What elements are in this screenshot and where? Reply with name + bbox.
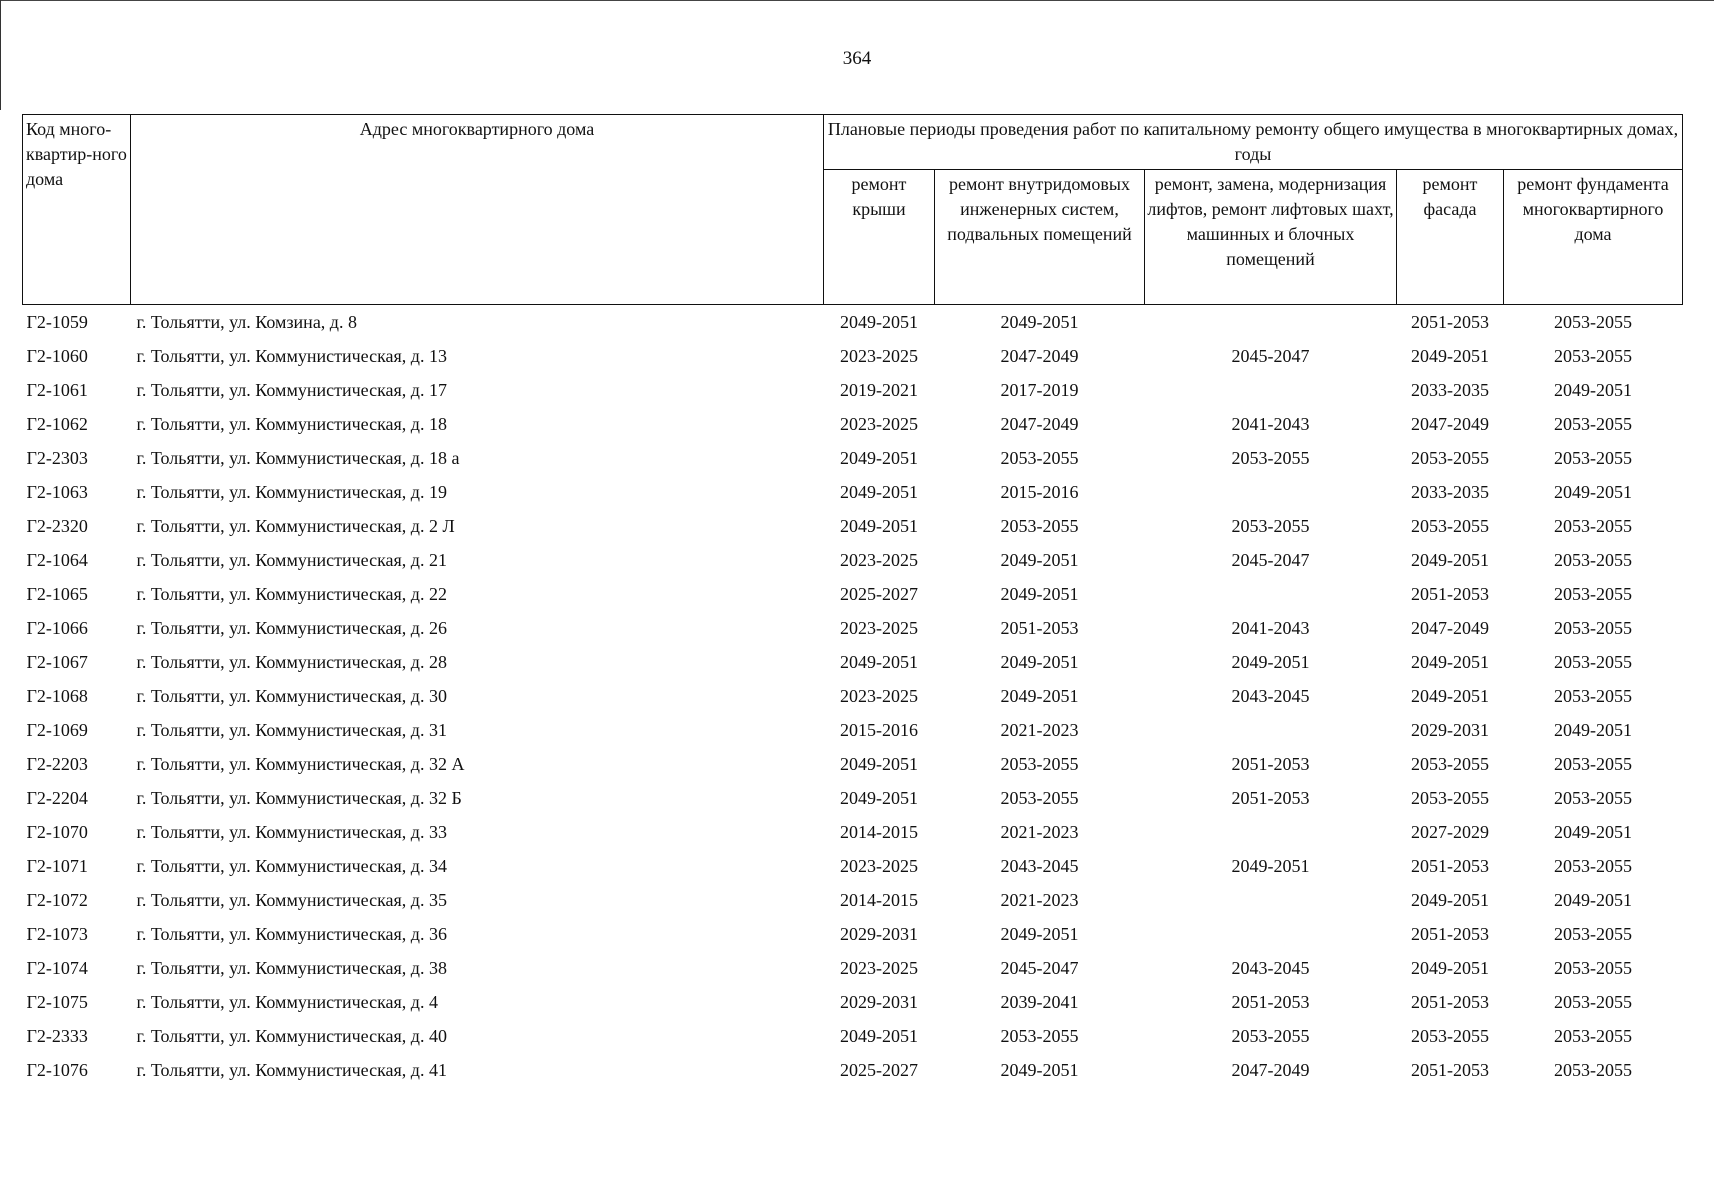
cell-facade: 2051-2053	[1411, 856, 1489, 876]
cell-address: г. Тольятти, ул. Коммунистическая, д. 2 Л	[136, 516, 455, 536]
cell-elevators: 2049-2051	[1231, 856, 1310, 876]
cell-facade: 2051-2053	[1411, 992, 1489, 1012]
cell-engineering: 2049-2051	[1000, 584, 1079, 604]
cell-address: г. Тольятти, ул. Коммунистическая, д. 38	[136, 958, 447, 978]
cell-foundation: 2049-2051	[1554, 822, 1632, 842]
cell-code: Г2-1062	[26, 414, 88, 434]
cell-address: г. Тольятти, ул. Комзина, д. 8	[136, 312, 357, 332]
cell-engineering: 2051-2053	[1000, 618, 1079, 638]
cell-facade: 2053-2055	[1411, 448, 1489, 468]
cell-roof: 2019-2021	[840, 380, 918, 400]
cell-facade: 2053-2055	[1411, 788, 1489, 808]
cell-elevators	[1145, 713, 1397, 747]
cell-facade: 2049-2051	[1411, 346, 1489, 366]
cell-engineering: 2021-2023	[1000, 822, 1079, 842]
cell-roof: 2023-2025	[840, 550, 918, 570]
table-row	[23, 781, 1683, 815]
cell-foundation: 2049-2051	[1554, 482, 1632, 502]
cell-foundation: 2049-2051	[1554, 720, 1632, 740]
cell-foundation: 2053-2055	[1554, 992, 1632, 1012]
cell-roof: 2025-2027	[840, 1060, 918, 1080]
page-number: 364	[842, 48, 872, 69]
cell-code: Г2-1068	[26, 686, 88, 706]
cell-foundation: 2053-2055	[1554, 584, 1632, 604]
table-row	[23, 713, 1683, 747]
header-periods-group: Плановые периоды проведения работ по капитальному ремонту общего имущества в многоквартирных домах, годы	[824, 115, 1683, 170]
cell-code: Г2-1075	[26, 992, 88, 1012]
cell-facade: 2051-2053	[1411, 584, 1489, 604]
cell-address: г. Тольятти, ул. Коммунистическая, д. 40	[136, 1026, 447, 1046]
cell-code: Г2-1067	[26, 652, 88, 672]
cell-roof: 2029-2031	[840, 924, 918, 944]
cell-foundation: 2053-2055	[1554, 550, 1632, 570]
cell-foundation: 2053-2055	[1554, 516, 1632, 536]
cell-address: г. Тольятти, ул. Коммунистическая, д. 32 А	[136, 754, 465, 774]
scan-top-edge	[0, 0, 1714, 1]
cell-engineering: 2049-2051	[1000, 1060, 1079, 1080]
cell-code: Г2-1060	[26, 346, 88, 366]
cell-engineering: 2053-2055	[1000, 788, 1079, 808]
cell-elevators	[1145, 305, 1397, 340]
header-engineering: ремонт внутридомовых инженерных систем, подвальных помещений	[935, 170, 1145, 305]
cell-address: г. Тольятти, ул. Коммунистическая, д. 36	[136, 924, 447, 944]
table-row	[23, 509, 1683, 543]
cell-elevators: 2047-2049	[1231, 1060, 1310, 1080]
cell-elevators: 2053-2055	[1231, 516, 1310, 536]
cell-code: Г2-1076	[26, 1060, 88, 1080]
cell-roof: 2023-2025	[840, 414, 918, 434]
cell-engineering: 2049-2051	[1000, 924, 1079, 944]
cell-address: г. Тольятти, ул. Коммунистическая, д. 35	[136, 890, 447, 910]
cell-roof: 2014-2015	[840, 890, 918, 910]
cell-engineering: 2017-2019	[1000, 380, 1079, 400]
cell-engineering: 2053-2055	[1000, 1026, 1079, 1046]
cell-elevators	[1145, 883, 1397, 917]
cell-engineering: 2049-2051	[1000, 312, 1079, 332]
cell-roof: 2049-2051	[840, 1026, 918, 1046]
cell-facade: 2053-2055	[1411, 516, 1489, 536]
table-row	[23, 441, 1683, 475]
cell-roof: 2049-2051	[840, 754, 918, 774]
cell-roof: 2023-2025	[840, 346, 918, 366]
cell-elevators: 2045-2047	[1231, 550, 1310, 570]
table-row	[23, 407, 1683, 441]
cell-foundation: 2053-2055	[1554, 958, 1632, 978]
cell-address: г. Тольятти, ул. Коммунистическая, д. 22	[136, 584, 447, 604]
cell-code: Г2-1063	[26, 482, 88, 502]
cell-foundation: 2053-2055	[1554, 686, 1632, 706]
table-body	[23, 305, 1683, 1088]
cell-address: г. Тольятти, ул. Коммунистическая, д. 13	[136, 346, 447, 366]
cell-address: г. Тольятти, ул. Коммунистическая, д. 26	[136, 618, 447, 638]
cell-code: Г2-2204	[26, 788, 88, 808]
cell-elevators	[1145, 577, 1397, 611]
cell-elevators	[1145, 475, 1397, 509]
cell-foundation: 2053-2055	[1554, 856, 1632, 876]
cell-foundation: 2053-2055	[1554, 414, 1632, 434]
cell-code: Г2-1066	[26, 618, 88, 638]
cell-roof: 2049-2051	[840, 652, 918, 672]
table-header	[23, 115, 1683, 305]
cell-elevators: 2051-2053	[1231, 992, 1310, 1012]
cell-address: г. Тольятти, ул. Коммунистическая, д. 4	[136, 992, 438, 1012]
cell-address: г. Тольятти, ул. Коммунистическая, д. 19	[136, 482, 447, 502]
cell-elevators: 2043-2045	[1231, 686, 1310, 706]
table-row	[23, 747, 1683, 781]
table-row	[23, 883, 1683, 917]
table-row	[23, 1019, 1683, 1053]
cell-foundation: 2053-2055	[1554, 346, 1632, 366]
table-row	[23, 849, 1683, 883]
cell-code: Г2-2203	[26, 754, 88, 774]
cell-code: Г2-1073	[26, 924, 88, 944]
cell-address: г. Тольятти, ул. Коммунистическая, д. 18 а	[136, 448, 460, 468]
cell-facade: 2051-2053	[1411, 924, 1489, 944]
cell-facade: 2049-2051	[1411, 890, 1489, 910]
cell-address: г. Тольятти, ул. Коммунистическая, д. 21	[136, 550, 447, 570]
cell-roof: 2014-2015	[840, 822, 918, 842]
cell-engineering: 2039-2041	[1000, 992, 1079, 1012]
cell-code: Г2-1065	[26, 584, 88, 604]
cell-address: г. Тольятти, ул. Коммунистическая, д. 31	[136, 720, 447, 740]
cell-facade: 2049-2051	[1411, 958, 1489, 978]
header-code: Код много-квартир-ного дома	[23, 115, 131, 305]
table-row	[23, 305, 1683, 340]
cell-code: Г2-2333	[26, 1026, 88, 1046]
cell-facade: 2047-2049	[1411, 414, 1489, 434]
cell-engineering: 2053-2055	[1000, 754, 1079, 774]
table-row	[23, 815, 1683, 849]
cell-code: Г2-1064	[26, 550, 88, 570]
cell-roof: 2023-2025	[840, 958, 918, 978]
cell-foundation: 2053-2055	[1554, 448, 1632, 468]
cell-engineering: 2047-2049	[1000, 346, 1079, 366]
cell-engineering: 2021-2023	[1000, 890, 1079, 910]
cell-code: Г2-2303	[26, 448, 88, 468]
cell-engineering: 2053-2055	[1000, 448, 1079, 468]
table-row	[23, 611, 1683, 645]
table-row	[23, 475, 1683, 509]
table-row	[23, 917, 1683, 951]
table-row	[23, 951, 1683, 985]
cell-facade: 2051-2053	[1411, 1060, 1489, 1080]
cell-roof: 2015-2016	[840, 720, 918, 740]
cell-facade: 2033-2035	[1411, 482, 1489, 502]
cell-facade: 2029-2031	[1411, 720, 1489, 740]
cell-code: Г2-1059	[26, 312, 88, 332]
cell-code: Г2-1070	[26, 822, 88, 842]
header-elevators: ремонт, замена, модернизация лифтов, ремонт лифтовых шахт, машинных и блочных помещений	[1145, 170, 1397, 305]
cell-foundation: 2049-2051	[1554, 890, 1632, 910]
cell-code: Г2-1072	[26, 890, 88, 910]
cell-elevators: 2051-2053	[1231, 754, 1310, 774]
cell-facade: 2033-2035	[1411, 380, 1489, 400]
cell-foundation: 2053-2055	[1554, 924, 1632, 944]
cell-foundation: 2049-2051	[1554, 380, 1632, 400]
cell-elevators: 2043-2045	[1231, 958, 1310, 978]
cell-engineering: 2053-2055	[1000, 516, 1079, 536]
cell-roof: 2023-2025	[840, 856, 918, 876]
cell-facade: 2053-2055	[1411, 754, 1489, 774]
cell-address: г. Тольятти, ул. Коммунистическая, д. 41	[136, 1060, 447, 1080]
header-foundation: ремонт фундамента многоквартирного дома	[1504, 170, 1683, 305]
cell-roof: 2023-2025	[840, 618, 918, 638]
cell-code: Г2-1074	[26, 958, 88, 978]
cell-foundation: 2053-2055	[1554, 652, 1632, 672]
cell-elevators	[1145, 917, 1397, 951]
header-roof: ремонт крыши	[824, 170, 935, 305]
table-row	[23, 577, 1683, 611]
cell-foundation: 2053-2055	[1554, 618, 1632, 638]
cell-foundation: 2053-2055	[1554, 788, 1632, 808]
cell-roof: 2049-2051	[840, 788, 918, 808]
cell-address: г. Тольятти, ул. Коммунистическая, д. 17	[136, 380, 447, 400]
cell-elevators: 2045-2047	[1231, 346, 1310, 366]
cell-roof: 2029-2031	[840, 992, 918, 1012]
cell-facade: 2049-2051	[1411, 652, 1489, 672]
header-facade: ремонт фасада	[1397, 170, 1504, 305]
cell-foundation: 2053-2055	[1554, 1026, 1632, 1046]
cell-facade: 2027-2029	[1411, 822, 1489, 842]
capital-repair-table	[22, 114, 1683, 1087]
cell-engineering: 2049-2051	[1000, 550, 1079, 570]
cell-elevators	[1145, 373, 1397, 407]
cell-foundation: 2053-2055	[1554, 312, 1632, 332]
table-row	[23, 543, 1683, 577]
cell-address: г. Тольятти, ул. Коммунистическая, д. 28	[136, 652, 447, 672]
cell-engineering: 2049-2051	[1000, 686, 1079, 706]
cell-address: г. Тольятти, ул. Коммунистическая, д. 33	[136, 822, 447, 842]
cell-engineering: 2043-2045	[1000, 856, 1079, 876]
cell-address: г. Тольятти, ул. Коммунистическая, д. 18	[136, 414, 447, 434]
table-row	[23, 679, 1683, 713]
cell-engineering: 2015-2016	[1000, 482, 1079, 502]
cell-roof: 2049-2051	[840, 448, 918, 468]
cell-facade: 2053-2055	[1411, 1026, 1489, 1046]
cell-facade: 2051-2053	[1411, 312, 1489, 332]
table-row	[23, 645, 1683, 679]
cell-roof: 2049-2051	[840, 312, 918, 332]
cell-address: г. Тольятти, ул. Коммунистическая, д. 30	[136, 686, 447, 706]
table-row	[23, 373, 1683, 407]
cell-roof: 2025-2027	[840, 584, 918, 604]
cell-elevators: 2041-2043	[1231, 618, 1310, 638]
cell-elevators: 2051-2053	[1231, 788, 1310, 808]
cell-code: Г2-1069	[26, 720, 88, 740]
cell-roof: 2049-2051	[840, 516, 918, 536]
cell-foundation: 2053-2055	[1554, 754, 1632, 774]
table-row	[23, 985, 1683, 1019]
cell-elevators: 2053-2055	[1231, 448, 1310, 468]
cell-facade: 2049-2051	[1411, 686, 1489, 706]
cell-engineering: 2047-2049	[1000, 414, 1079, 434]
table-row	[23, 339, 1683, 373]
table-row	[23, 1053, 1683, 1087]
header-address: Адрес многоквартирного дома	[131, 115, 824, 305]
cell-facade: 2049-2051	[1411, 550, 1489, 570]
cell-address: г. Тольятти, ул. Коммунистическая, д. 34	[136, 856, 447, 876]
cell-facade: 2047-2049	[1411, 618, 1489, 638]
cell-elevators: 2041-2043	[1231, 414, 1310, 434]
cell-engineering: 2021-2023	[1000, 720, 1079, 740]
cell-elevators: 2053-2055	[1231, 1026, 1310, 1046]
cell-elevators: 2049-2051	[1231, 652, 1310, 672]
cell-foundation: 2053-2055	[1554, 1060, 1632, 1080]
cell-roof: 2023-2025	[840, 686, 918, 706]
cell-code: Г2-2320	[26, 516, 88, 536]
cell-roof: 2049-2051	[840, 482, 918, 502]
cell-engineering: 2045-2047	[1000, 958, 1079, 978]
cell-address: г. Тольятти, ул. Коммунистическая, д. 32 Б	[136, 788, 462, 808]
cell-code: Г2-1071	[26, 856, 88, 876]
cell-elevators	[1145, 815, 1397, 849]
cell-code: Г2-1061	[26, 380, 88, 400]
cell-engineering: 2049-2051	[1000, 652, 1079, 672]
